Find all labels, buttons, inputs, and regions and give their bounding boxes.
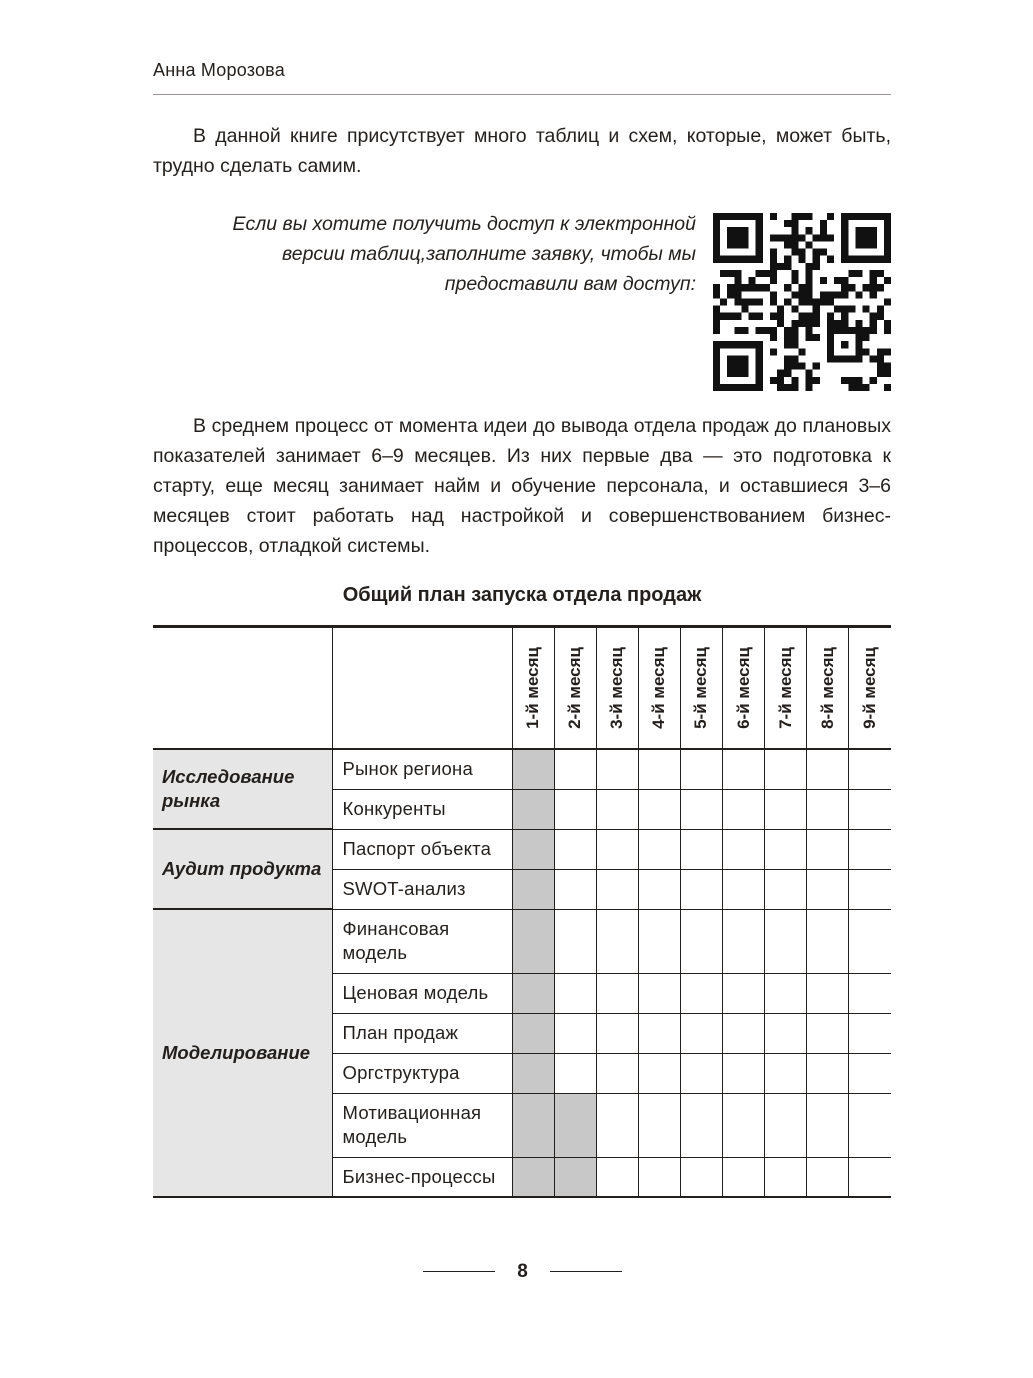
active-month-cell <box>512 1093 554 1157</box>
month-label: 6-й месяц <box>733 647 753 729</box>
month-header <box>554 627 596 750</box>
month-cell <box>723 1053 765 1093</box>
page-number-label: 8 <box>517 1261 528 1282</box>
task-label: План продаж <box>332 1013 512 1053</box>
header-empty-cell <box>153 627 332 750</box>
month-cell <box>765 1053 807 1093</box>
task-label: Оргструктура <box>332 1053 512 1093</box>
intro-paragraph: В данной книге присутствует много таблиц и схем, которые, может быть, трудно сделать самим. <box>153 125 891 177</box>
task-label: Рынок региона <box>342 758 473 780</box>
month-label: 5-й месяц <box>691 647 711 729</box>
month-cell <box>680 869 722 909</box>
month-label: 1-й месяц <box>523 647 543 729</box>
month-cell <box>638 749 680 789</box>
month-cell <box>596 1093 638 1157</box>
month-cell <box>765 1013 807 1053</box>
month-cell <box>680 1157 722 1197</box>
month-cell <box>596 829 638 869</box>
task-label: SWOT-анализ <box>332 869 512 909</box>
month-cell <box>596 973 638 1013</box>
month-cell <box>849 909 891 973</box>
active-month-cell <box>512 789 554 829</box>
month-header <box>849 627 891 750</box>
active-month-cell <box>512 1157 554 1197</box>
month-header <box>765 627 807 750</box>
month-cell <box>680 1013 722 1053</box>
month-cell <box>596 1157 638 1197</box>
month-cell <box>596 749 638 789</box>
month-cell <box>807 1093 849 1157</box>
month-cell <box>596 1053 638 1093</box>
group-label: Моделирование <box>153 909 332 1197</box>
month-cell <box>680 1093 722 1157</box>
month-cell <box>765 869 807 909</box>
month-cell <box>638 1093 680 1157</box>
month-cell <box>723 1093 765 1157</box>
month-cell <box>723 1157 765 1197</box>
month-cell <box>765 789 807 829</box>
month-cell <box>596 909 638 973</box>
month-cell <box>849 1053 891 1093</box>
month-cell <box>849 789 891 829</box>
month-cell <box>680 909 722 973</box>
active-month-cell <box>512 1013 554 1053</box>
active-month-cell <box>554 1157 596 1197</box>
month-cell <box>723 909 765 973</box>
month-cell <box>638 973 680 1013</box>
month-cell <box>554 973 596 1013</box>
month-cell <box>554 749 596 789</box>
month-cell <box>849 829 891 869</box>
month-cell <box>807 829 849 869</box>
month-cell <box>807 909 849 973</box>
page-number <box>423 1258 622 1288</box>
month-label: 7-й месяц <box>775 647 795 729</box>
month-cell <box>638 869 680 909</box>
month-cell <box>638 1013 680 1053</box>
active-month-cell <box>512 909 554 973</box>
month-cell <box>807 789 849 829</box>
month-cell <box>849 1093 891 1157</box>
month-cell <box>849 869 891 909</box>
month-cell <box>723 789 765 829</box>
month-cell <box>596 869 638 909</box>
month-header <box>723 627 765 750</box>
month-cell <box>765 1157 807 1197</box>
month-header <box>512 627 554 750</box>
month-cell <box>723 1013 765 1053</box>
month-cell <box>638 909 680 973</box>
launch-plan-table <box>153 625 891 1198</box>
active-month-cell <box>512 829 554 869</box>
header-empty-cell <box>332 627 512 750</box>
month-cell <box>596 1013 638 1053</box>
month-cell <box>554 869 596 909</box>
month-cell <box>680 749 722 789</box>
qr-code[interactable] <box>713 213 891 391</box>
month-cell <box>554 829 596 869</box>
month-header <box>596 627 638 750</box>
body-paragraph: В среднем процесс от момента идеи до вывода отдела продаж до плановых показателей занимает 6–9 месяцев. Из них первые два — это подготовка к старту, еще месяц занимает найм и обучение персонала, и оставшиеся 3–6 месяцев стоит работать над настройкой и совершенствованием бизнес-процессов, отладкой системы. <box>153 415 891 557</box>
plan-row <box>153 909 891 973</box>
active-month-cell <box>512 869 554 909</box>
month-cell <box>849 749 891 789</box>
month-cell <box>680 973 722 1013</box>
month-label: 2-й месяц <box>565 647 585 729</box>
group-label: Аудит продукта <box>153 829 332 909</box>
month-label: 8-й месяц <box>817 647 837 729</box>
month-cell <box>807 973 849 1013</box>
month-header <box>680 627 722 750</box>
month-cell <box>680 829 722 869</box>
task-label: Бизнес-процессы <box>332 1157 512 1197</box>
month-cell <box>765 829 807 869</box>
month-cell <box>807 1053 849 1093</box>
month-cell <box>638 1053 680 1093</box>
month-cell <box>807 1157 849 1197</box>
month-cell <box>723 973 765 1013</box>
month-cell <box>554 1013 596 1053</box>
month-cell <box>723 749 765 789</box>
task-label: Паспорт объекта <box>332 829 512 869</box>
table-caption: Общий план запуска отдела продаж <box>342 584 702 606</box>
active-month-cell <box>512 1053 554 1093</box>
month-cell <box>807 1013 849 1053</box>
month-cell <box>807 749 849 789</box>
month-cell <box>638 789 680 829</box>
month-label: 9-й месяц <box>860 647 880 729</box>
task-label: Мотивационная модель <box>332 1093 512 1157</box>
month-cell <box>849 1157 891 1197</box>
active-month-cell <box>512 749 554 789</box>
author-name: Анна Морозова <box>153 60 285 80</box>
month-header <box>807 627 849 750</box>
month-cell <box>596 789 638 829</box>
group-label: Исследование рынка <box>153 749 332 829</box>
running-header <box>153 60 891 95</box>
month-cell <box>765 909 807 973</box>
month-cell <box>680 1053 722 1093</box>
month-cell <box>849 1013 891 1053</box>
month-cell <box>765 749 807 789</box>
month-label: 3-й месяц <box>607 647 627 729</box>
active-month-cell <box>512 973 554 1013</box>
month-cell <box>849 973 891 1013</box>
task-label: Финансовая модель <box>332 909 512 973</box>
plan-row <box>153 749 891 789</box>
month-cell <box>807 869 849 909</box>
month-cell <box>554 789 596 829</box>
month-cell <box>765 973 807 1013</box>
task-label: Ценовая модель <box>332 973 512 1013</box>
month-header <box>638 627 680 750</box>
month-cell <box>680 789 722 829</box>
month-cell <box>554 909 596 973</box>
page-number-rule <box>550 1271 622 1272</box>
access-note: Если вы хотите получить доступ к электронной версии таблиц,заполните заявку, чтобы мы предоставили вам доступ: <box>232 213 696 295</box>
month-header-row <box>153 627 891 750</box>
month-cell <box>723 829 765 869</box>
month-cell <box>638 829 680 869</box>
month-cell <box>638 1157 680 1197</box>
task-label: Конкуренты <box>332 789 512 829</box>
month-cell <box>765 1093 807 1157</box>
month-cell <box>723 869 765 909</box>
month-cell <box>554 1053 596 1093</box>
month-label: 4-й месяц <box>649 647 669 729</box>
active-month-cell <box>554 1093 596 1157</box>
plan-row <box>153 829 891 869</box>
